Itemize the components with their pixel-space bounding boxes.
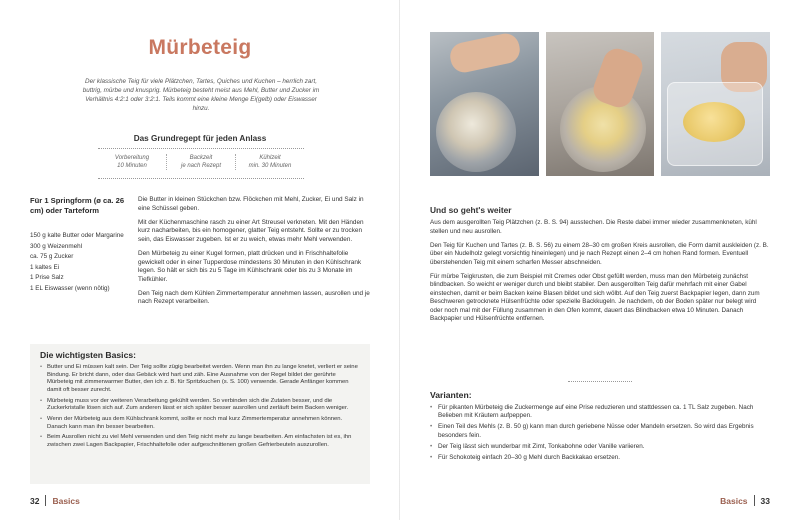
variant-item: • Für pikanten Mürbeteig die Zuckermenge auf eine Prise reduzieren und stattdessen ca. 1 TL Salz zugeben. Nach Belieben mit Kräutern aufpeppen.	[430, 404, 770, 420]
variants-list	[430, 404, 770, 465]
page-number: 33	[760, 495, 770, 506]
kneading-dough-photo	[546, 32, 655, 176]
basics-title: Die wichtigsten Basics:	[40, 350, 136, 360]
method-steps	[138, 196, 370, 313]
time-label: Backzeit	[189, 155, 213, 161]
method-step: Den Teig nach dem Kühlen Zimmertemperatur annehmen lassen, ausrollen und je nach Rezept verarbeiten.	[138, 289, 370, 306]
recipe-title: Mürbeteig	[148, 36, 252, 59]
ingredient-item: 1 kaltes Ei	[30, 263, 60, 271]
stand-mixer-photo	[430, 32, 539, 176]
ingredients-list	[30, 232, 130, 296]
page-footer	[720, 495, 770, 506]
ingredient-item: 1 Prise Salz	[30, 274, 64, 282]
basics-item: • Mürbeteig muss vor der weiteren Verarbeitung gekühlt werden. So verbinden sich die Zutaten besser, und die Zuckerkristalle lösen sich auf. Zum anderen lässt er sich später besser ausrollen und zerläuft beim Backen weniger.	[40, 398, 360, 413]
intro-text: Der klassische Teig für viele Plätzchen, Tartes, Quiches und Kuchen – herrlich zart, buttrig, mürbe und knusprig. Mürbeteig besteht meist aus Mehl, Butter und Zucker im Verhältnis 4:2:1 oder 3:2:1. Teils kommt eine kleine Menge Ei(gelb) oder Eiswasser hinzu.	[82, 78, 320, 112]
continue-heading: Und so geht's weiter	[430, 205, 512, 215]
divider	[568, 381, 632, 382]
ingredients-title: Für 1 Springform (ø ca. 26 cm) oder Tarteform	[30, 196, 125, 215]
time-value: min. 30 Minuten	[248, 163, 292, 169]
time-info	[98, 154, 304, 170]
footer-separator	[45, 495, 46, 506]
basics-item: • Butter und Ei müssen kalt sein. Der Teig sollte zügig bearbeitet werden. Wenn man ihn zu lange knetet, verliert er seine Bindung. Er bricht dann, oder das Gebäck wird hart und zäh. Eine Ausnahme von der Regel bildet der gerührte Mürbeteig mit zimmerwarmer Butter, den ich z. B. für Spritzkuchen (s. S. 100) verwende. Gerade Anfänger kommen damit oft besser zurecht.	[40, 364, 360, 395]
divider	[98, 148, 304, 149]
right-page	[400, 0, 800, 520]
basic-recipe-heading: Das Grundregept für jeden Anlass	[133, 134, 267, 143]
section-name: Basics	[52, 495, 80, 506]
ingredient-item: 150 g kalte Butter oder Margarine	[30, 232, 124, 239]
time-label: Vorbereitung	[114, 155, 150, 161]
continue-text	[430, 219, 770, 329]
continue-paragraph: Den Teig für Kuchen und Tartes (z. B. S. 56) zu einem 28–30 cm großen Kreis ausrollen, die Form damit auskleiden (z. B. über ein Nudelholz gelegt vorsichtig hineinlegen) und je nach Rezept einen 2–4 cm hohen Rand formen. Eventuell überstehenden Teig mit einem scharfen Messer abschneiden.	[430, 241, 769, 266]
basics-item: • Beim Ausrollen nicht zu viel Mehl verwenden und den Teig nicht mehr zu lange bearbeiten. Am einfachsten ist es, ihn zwischen zwei Lagen Backpapier, Frischhaltefolie oder aufgeschnittenen großen Gefrierbeuteln auszurollen.	[40, 434, 360, 449]
time-value: je nach Rezept	[180, 163, 222, 169]
method-step: Mit der Küchenmaschine rasch zu einer Art Streusel verkneten. Mit den Händen kurz nacharbeiten, bis ein homogener, glatter Teig entsteht. Sollte er zu trocken sein, das Eiswasser zugeben. Ist er zu weich, etwas mehr Mehl verwenden.	[138, 218, 364, 243]
page-number: 32	[30, 495, 40, 506]
ingredient-item: 1 EL Eiswasser (wenn nötig)	[30, 284, 110, 292]
bake-time	[166, 154, 235, 170]
chill-time	[235, 154, 304, 170]
method-step: Die Butter in kleinen Stückchen bzw. Flöckchen mit Mehl, Zucker, Ei und Salz in eine Schüssel geben.	[138, 196, 364, 212]
continue-paragraph: Aus dem ausgerollten Teig Plätzchen (z. B. S. 94) ausstechen. Die Reste dabei immer wieder zusammenkneten, kühl stellen und neu ausrollen.	[430, 219, 757, 235]
basics-list	[40, 364, 360, 449]
basics-item: • Wenn der Mürbeteig aus dem Kühlschrank kommt, sollte er noch mal kurz Zimmertemperatur annehmen können. Danach kann man ihn besser bearbeiten.	[40, 416, 360, 431]
footer-separator	[754, 495, 755, 506]
basics-box	[30, 344, 370, 484]
dough-ball-photo	[661, 32, 770, 176]
ingredient-item: 300 g Weizenmehl	[30, 242, 83, 250]
time-label: Kühlzeit	[259, 155, 281, 161]
photo-bowl	[436, 92, 516, 172]
step-photos	[430, 32, 770, 176]
time-value: 10 Minuten	[117, 163, 147, 169]
method-step: Den Mürbeteig zu einer Kugel formen, platt drücken und in Frischhaltefolie gewickelt oder in einer Tupperdose mindestens 30 Minuten in den Kühlschrank legen. So hält er sich bis zu 5 Tage im Kühlschrank oder bis zu 3 Monate im Tiefkühler.	[138, 249, 362, 283]
variant-item: • Der Teig lässt sich wunderbar mit Zimt, Tonkabohne oder Vanille variieren.	[430, 443, 770, 451]
prep-time	[98, 154, 166, 170]
photo-dough-ball	[683, 102, 745, 142]
continue-paragraph: Für mürbe Teigkrusten, die zum Beispiel mit Cremes oder Obst gefüllt werden, muss man den Mürbeteig zunächst blindbacken. So weicht er weniger durch und bleibt stabiler. Den ausgerollten Teig dafür mehrfach mit einer Gabel einstechen, damit er beim Backen keine Blasen bildet und sich wölbt. Auf den Teig zuerst Backpapier legen, dann zum Beschweren getrocknete Hülsenfrüchte oder spezielle Backkugeln. Je nachdem, ob der Boden später nur belegt wird oder noch mal mit der Füllung zusammen in den Ofen kommt, dauert das Blindbacken etwa 10 Minuten. Danach Backpapier und Hülsenfrüchte entfernen.	[430, 272, 760, 322]
ingredient-item: ca. 75 g Zucker	[30, 253, 74, 261]
photo-hand	[448, 32, 523, 75]
page-footer	[30, 495, 80, 506]
variants-title: Varianten:	[430, 390, 472, 400]
variant-item: • Einen Teil des Mehls (z. B. 50 g) kann man durch geriebene Nüsse oder Mandeln ersetzen. So wird das Ergebnis besonders fein.	[430, 423, 770, 439]
divider	[98, 178, 304, 179]
section-name: Basics	[720, 495, 748, 506]
variant-item: • Für Schokoteig einfach 20–30 g Mehl durch Backkakao ersetzen.	[430, 454, 770, 462]
